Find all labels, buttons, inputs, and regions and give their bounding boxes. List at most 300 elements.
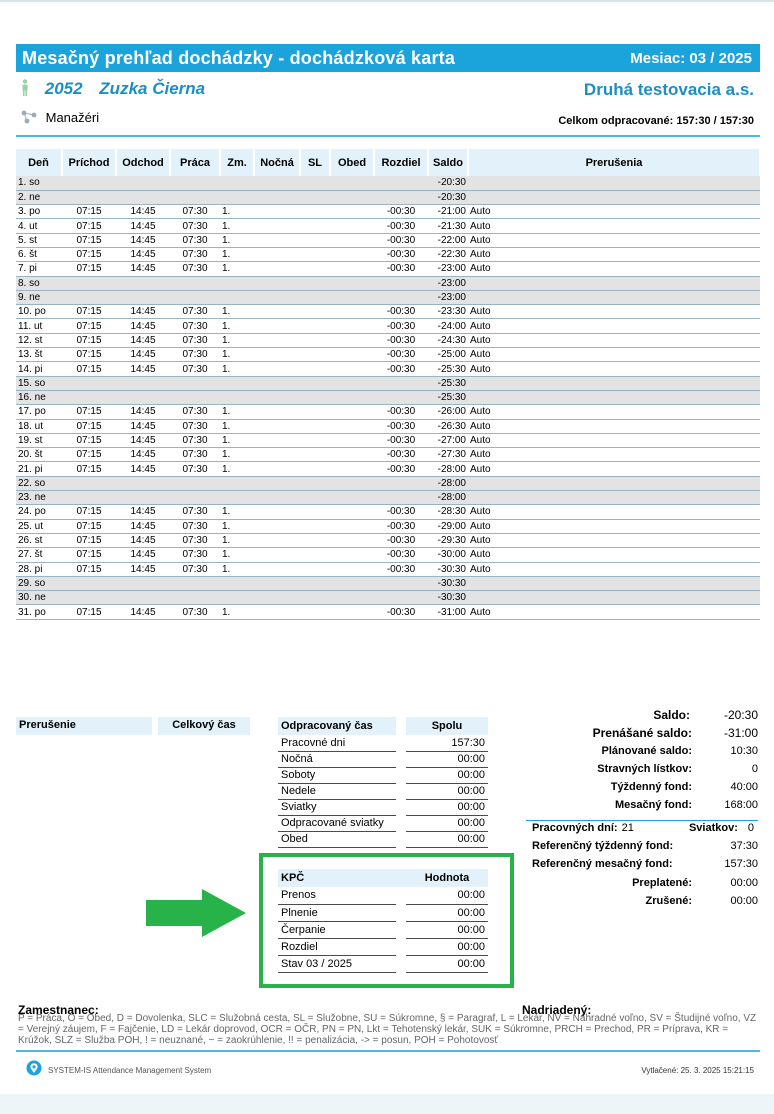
cell-d: 31. po bbox=[16, 605, 62, 619]
cell-shift: 1. bbox=[220, 348, 254, 362]
cell-shift bbox=[220, 176, 254, 190]
cell-note: Auto bbox=[468, 247, 760, 261]
cell-work: 07:30 bbox=[170, 405, 220, 419]
cell-diff: -00:30 bbox=[374, 605, 428, 619]
worked-row-label: Soboty bbox=[278, 767, 396, 783]
total-worked: Celkom odpracované: 157:30 / 157:30 bbox=[558, 115, 754, 127]
carry-value: -31:00 bbox=[723, 726, 758, 741]
cell-in: 07:15 bbox=[62, 462, 116, 476]
cell-out: 14:45 bbox=[116, 605, 170, 619]
kpc-row-value: 00:00 bbox=[406, 904, 488, 921]
cell-saldo: -28:00 bbox=[428, 462, 468, 476]
cell-empty bbox=[254, 219, 300, 233]
cell-shift bbox=[220, 376, 254, 390]
monthly-label: Mesačný fond: bbox=[614, 799, 692, 812]
cell-shift: 1. bbox=[220, 562, 254, 576]
cell-saldo: -22:00 bbox=[428, 233, 468, 247]
cell-empty bbox=[254, 262, 300, 276]
cell-out: 14:45 bbox=[116, 433, 170, 447]
cell-shift bbox=[220, 591, 254, 605]
cell-empty bbox=[330, 290, 374, 304]
cell-empty bbox=[254, 176, 300, 190]
meal-row bbox=[526, 763, 758, 781]
cell-diff: -00:30 bbox=[374, 405, 428, 419]
worked-row-value: 00:00 bbox=[406, 831, 488, 847]
table-row bbox=[16, 305, 760, 319]
table-row bbox=[16, 319, 760, 333]
kpc-row bbox=[278, 921, 488, 938]
ref-weekly-value: 37:30 bbox=[730, 840, 758, 853]
cell-empty bbox=[300, 233, 330, 247]
cell-note: Auto bbox=[468, 262, 760, 276]
cell-out bbox=[116, 176, 170, 190]
cell-note bbox=[468, 376, 760, 390]
table-row bbox=[16, 247, 760, 261]
cell-empty bbox=[300, 333, 330, 347]
system-name: SYSTEM-IS Attendance Management System bbox=[48, 1066, 212, 1075]
cell-work: 07:30 bbox=[170, 533, 220, 547]
table-header-row bbox=[16, 149, 760, 176]
cell-diff: -00:30 bbox=[374, 419, 428, 433]
cell-work: 07:30 bbox=[170, 305, 220, 319]
cell-saldo: -26:00 bbox=[428, 405, 468, 419]
cell-saldo: -30:00 bbox=[428, 548, 468, 562]
cell-shift bbox=[220, 476, 254, 490]
cell-work bbox=[170, 276, 220, 290]
cell-saldo: -27:00 bbox=[428, 433, 468, 447]
cell-empty bbox=[330, 219, 374, 233]
table-row bbox=[16, 491, 760, 505]
cell-note bbox=[468, 576, 760, 590]
cell-saldo: -30:30 bbox=[428, 562, 468, 576]
cell-note bbox=[468, 190, 760, 204]
cell-saldo: -23:00 bbox=[428, 276, 468, 290]
department-line bbox=[20, 110, 99, 125]
top-border bbox=[0, 0, 774, 2]
table-row bbox=[16, 176, 760, 190]
cell-diff: -00:30 bbox=[374, 205, 428, 219]
cancelled-label: Zrušené: bbox=[645, 894, 692, 907]
cell-note bbox=[468, 491, 760, 505]
kpc-row-label: Prenos bbox=[278, 887, 396, 904]
cell-in: 07:15 bbox=[62, 362, 116, 376]
cell-d: 14. pi bbox=[16, 362, 62, 376]
cell-empty bbox=[330, 462, 374, 476]
cell-empty bbox=[300, 576, 330, 590]
cell-in: 07:15 bbox=[62, 562, 116, 576]
cell-d: 18. ut bbox=[16, 419, 62, 433]
cell-empty bbox=[300, 190, 330, 204]
cell-d: 25. ut bbox=[16, 519, 62, 533]
cell-shift: 1. bbox=[220, 262, 254, 276]
worked-row-label: Sviatky bbox=[278, 799, 396, 815]
worked-row bbox=[278, 751, 488, 767]
org-chart-icon bbox=[20, 110, 38, 124]
arrow-right-icon bbox=[146, 889, 246, 937]
cell-shift: 1. bbox=[220, 433, 254, 447]
cell-note bbox=[468, 276, 760, 290]
cell-in: 07:15 bbox=[62, 405, 116, 419]
worked-row bbox=[278, 799, 488, 815]
company-name: Druhá testovacia a.s. bbox=[583, 80, 754, 99]
cell-d: 11. ut bbox=[16, 319, 62, 333]
cell-empty bbox=[330, 305, 374, 319]
cell-out bbox=[116, 576, 170, 590]
cell-note bbox=[468, 591, 760, 605]
cell-d: 30. ne bbox=[16, 591, 62, 605]
month-label: Mesiac: 03 / 2025 bbox=[630, 50, 752, 67]
cell-d: 1. so bbox=[16, 176, 62, 190]
col-header: Príchod bbox=[62, 149, 116, 176]
worked-row-value: 00:00 bbox=[406, 799, 488, 815]
cell-in bbox=[62, 591, 116, 605]
cell-empty bbox=[330, 562, 374, 576]
cell-empty bbox=[300, 390, 330, 404]
cell-empty bbox=[300, 205, 330, 219]
kpc-table bbox=[278, 869, 488, 973]
cell-in bbox=[62, 290, 116, 304]
cell-out bbox=[116, 376, 170, 390]
cell-work: 07:30 bbox=[170, 247, 220, 261]
cell-d: 19. st bbox=[16, 433, 62, 447]
cell-d: 10. po bbox=[16, 305, 62, 319]
kpc-row-value: 00:00 bbox=[406, 938, 488, 955]
cell-saldo: -21:00 bbox=[428, 205, 468, 219]
cell-out: 14:45 bbox=[116, 562, 170, 576]
cell-empty bbox=[254, 591, 300, 605]
cell-note bbox=[468, 476, 760, 490]
cell-empty bbox=[300, 519, 330, 533]
cell-diff: -00:30 bbox=[374, 362, 428, 376]
table-row bbox=[16, 433, 760, 447]
cell-diff bbox=[374, 276, 428, 290]
ref-monthly-value: 157:30 bbox=[724, 858, 758, 871]
cell-empty bbox=[330, 333, 374, 347]
cell-saldo: -25:00 bbox=[428, 348, 468, 362]
cell-in: 07:15 bbox=[62, 233, 116, 247]
cell-saldo: -30:30 bbox=[428, 591, 468, 605]
cell-empty bbox=[300, 433, 330, 447]
table-row bbox=[16, 448, 760, 462]
cell-empty bbox=[300, 319, 330, 333]
worked-row-value: 00:00 bbox=[406, 751, 488, 767]
cell-shift: 1. bbox=[220, 205, 254, 219]
cell-empty bbox=[254, 348, 300, 362]
ref-weekly-label: Referenčný týždenný fond: bbox=[532, 840, 674, 853]
attendance-table bbox=[16, 149, 761, 620]
cell-out: 14:45 bbox=[116, 305, 170, 319]
table-row bbox=[16, 533, 760, 547]
cell-out: 14:45 bbox=[116, 448, 170, 462]
worked-row-value: 157:30 bbox=[406, 735, 488, 751]
cell-diff: -00:30 bbox=[374, 305, 428, 319]
cell-note: Auto bbox=[468, 305, 760, 319]
worked-row-label: Pracovné dni bbox=[278, 735, 396, 751]
cell-empty bbox=[254, 491, 300, 505]
employee-number: 2052 bbox=[44, 79, 83, 98]
cell-saldo: -25:30 bbox=[428, 362, 468, 376]
cell-work bbox=[170, 476, 220, 490]
cell-diff bbox=[374, 591, 428, 605]
cell-empty bbox=[254, 605, 300, 619]
cell-note: Auto bbox=[468, 433, 760, 447]
cell-shift: 1. bbox=[220, 319, 254, 333]
table-row bbox=[16, 576, 760, 590]
cell-empty bbox=[330, 190, 374, 204]
kpc-row-label: Čerpanie bbox=[278, 921, 396, 938]
cell-d: 16. ne bbox=[16, 390, 62, 404]
worked-row-value: 00:00 bbox=[406, 783, 488, 799]
saldo-row bbox=[526, 708, 758, 726]
cell-empty bbox=[330, 591, 374, 605]
cell-saldo: -24:00 bbox=[428, 319, 468, 333]
cell-work bbox=[170, 390, 220, 404]
ref-weekly-row bbox=[526, 840, 758, 858]
cell-d: 2. ne bbox=[16, 190, 62, 204]
col-header: Práca bbox=[170, 149, 220, 176]
table-row bbox=[16, 205, 760, 219]
cell-diff: -00:30 bbox=[374, 448, 428, 462]
title-bar bbox=[16, 44, 760, 72]
col-header: Saldo bbox=[428, 149, 468, 176]
cell-empty bbox=[330, 505, 374, 519]
cell-out: 14:45 bbox=[116, 262, 170, 276]
total-time-header: Celkový čas bbox=[158, 717, 250, 735]
cell-note: Auto bbox=[468, 405, 760, 419]
cell-saldo: -20:30 bbox=[428, 176, 468, 190]
cell-in: 07:15 bbox=[62, 205, 116, 219]
table-row bbox=[16, 605, 760, 619]
employee-name: Zuzka Čierna bbox=[99, 79, 206, 98]
cell-shift bbox=[220, 290, 254, 304]
cell-empty bbox=[330, 176, 374, 190]
cell-empty bbox=[254, 476, 300, 490]
cell-empty bbox=[330, 262, 374, 276]
planned-label: Plánované saldo: bbox=[601, 744, 692, 757]
cell-diff bbox=[374, 390, 428, 404]
table-row bbox=[16, 333, 760, 347]
overpaid-row bbox=[526, 877, 758, 895]
cell-empty bbox=[330, 605, 374, 619]
cell-out: 14:45 bbox=[116, 348, 170, 362]
col-header: Obed bbox=[330, 149, 374, 176]
cell-in: 07:15 bbox=[62, 348, 116, 362]
cell-empty bbox=[300, 591, 330, 605]
cell-empty bbox=[254, 405, 300, 419]
cell-out: 14:45 bbox=[116, 362, 170, 376]
cell-shift: 1. bbox=[220, 247, 254, 261]
overpaid-label: Preplatené: bbox=[632, 876, 692, 889]
worked-row-label: Obed bbox=[278, 831, 396, 847]
cell-shift: 1. bbox=[220, 519, 254, 533]
cell-saldo: -31:00 bbox=[428, 605, 468, 619]
cell-work: 07:30 bbox=[170, 505, 220, 519]
meal-value: 0 bbox=[751, 762, 758, 775]
monthly-row bbox=[526, 799, 758, 817]
cell-out bbox=[116, 476, 170, 490]
cell-empty bbox=[254, 462, 300, 476]
cell-work: 07:30 bbox=[170, 262, 220, 276]
cell-diff: -00:30 bbox=[374, 319, 428, 333]
cell-saldo: -23:30 bbox=[428, 305, 468, 319]
cell-note: Auto bbox=[468, 348, 760, 362]
kpc-row bbox=[278, 887, 488, 904]
cell-diff bbox=[374, 576, 428, 590]
cell-d: 28. pi bbox=[16, 562, 62, 576]
cell-diff: -00:30 bbox=[374, 548, 428, 562]
cell-in: 07:15 bbox=[62, 262, 116, 276]
cell-note bbox=[468, 176, 760, 190]
cell-shift: 1. bbox=[220, 548, 254, 562]
cell-empty bbox=[330, 390, 374, 404]
kpc-row-value: 00:00 bbox=[406, 955, 488, 972]
holidays-label: Sviatkov: bbox=[688, 821, 738, 834]
cell-shift bbox=[220, 390, 254, 404]
cell-in bbox=[62, 376, 116, 390]
cell-note: Auto bbox=[468, 205, 760, 219]
cell-out bbox=[116, 491, 170, 505]
cell-shift: 1. bbox=[220, 419, 254, 433]
cell-diff bbox=[374, 190, 428, 204]
cell-out: 14:45 bbox=[116, 519, 170, 533]
cell-work: 07:30 bbox=[170, 233, 220, 247]
cell-shift: 1. bbox=[220, 405, 254, 419]
cell-saldo: -21:30 bbox=[428, 219, 468, 233]
cell-diff bbox=[374, 491, 428, 505]
cell-empty bbox=[330, 319, 374, 333]
table-row bbox=[16, 476, 760, 490]
cell-in: 07:15 bbox=[62, 219, 116, 233]
cell-empty bbox=[330, 491, 374, 505]
cell-empty bbox=[300, 262, 330, 276]
cell-d: 24. po bbox=[16, 505, 62, 519]
cell-d: 21. pi bbox=[16, 462, 62, 476]
table-row bbox=[16, 405, 760, 419]
cell-in: 07:15 bbox=[62, 247, 116, 261]
cell-in bbox=[62, 390, 116, 404]
cell-empty bbox=[330, 205, 374, 219]
employee-signature-label: Zamestnanec: bbox=[18, 1003, 99, 1017]
cell-in: 07:15 bbox=[62, 319, 116, 333]
table-row bbox=[16, 290, 760, 304]
table-row bbox=[16, 562, 760, 576]
cell-empty bbox=[300, 405, 330, 419]
cell-empty bbox=[330, 276, 374, 290]
kpc-value-header: Hodnota bbox=[406, 869, 488, 887]
cell-out: 14:45 bbox=[116, 533, 170, 547]
cancelled-row bbox=[526, 895, 758, 913]
weekly-value: 40:00 bbox=[730, 781, 758, 794]
worked-time-table bbox=[278, 717, 488, 848]
cell-in bbox=[62, 576, 116, 590]
employee-line bbox=[20, 79, 205, 99]
cell-in: 07:15 bbox=[62, 419, 116, 433]
cell-empty bbox=[254, 448, 300, 462]
cell-empty bbox=[300, 419, 330, 433]
cell-shift: 1. bbox=[220, 533, 254, 547]
cell-empty bbox=[254, 419, 300, 433]
cell-out: 14:45 bbox=[116, 548, 170, 562]
saldo-value: -20:30 bbox=[723, 708, 758, 722]
worked-header-row bbox=[278, 717, 488, 735]
person-icon bbox=[20, 79, 30, 96]
cell-shift: 1. bbox=[220, 333, 254, 347]
cell-diff bbox=[374, 476, 428, 490]
cell-saldo: -30:30 bbox=[428, 576, 468, 590]
cell-work: 07:30 bbox=[170, 448, 220, 462]
worked-row-value: 00:00 bbox=[406, 767, 488, 783]
cell-out: 14:45 bbox=[116, 419, 170, 433]
kpc-row bbox=[278, 938, 488, 955]
table-row bbox=[16, 390, 760, 404]
kpc-row-label: Stav 03 / 2025 bbox=[278, 955, 396, 972]
cell-saldo: -29:30 bbox=[428, 533, 468, 547]
cell-d: 17. po bbox=[16, 405, 62, 419]
carry-row bbox=[526, 726, 758, 744]
kpc-header: KPČ bbox=[278, 869, 396, 887]
cell-d: 13. št bbox=[16, 348, 62, 362]
cell-empty bbox=[330, 348, 374, 362]
cell-diff: -00:30 bbox=[374, 505, 428, 519]
cell-empty bbox=[254, 376, 300, 390]
cell-in: 07:15 bbox=[62, 333, 116, 347]
cell-note: Auto bbox=[468, 319, 760, 333]
table-row bbox=[16, 519, 760, 533]
cell-empty bbox=[330, 476, 374, 490]
cell-d: 23. ne bbox=[16, 491, 62, 505]
cell-diff: -00:30 bbox=[374, 262, 428, 276]
header-divider bbox=[16, 135, 760, 137]
cell-saldo: -25:30 bbox=[428, 376, 468, 390]
col-header: SL bbox=[300, 149, 330, 176]
col-header: Prerušenia bbox=[468, 149, 760, 176]
cell-empty bbox=[300, 605, 330, 619]
cell-in bbox=[62, 476, 116, 490]
cell-in: 07:15 bbox=[62, 505, 116, 519]
table-row bbox=[16, 591, 760, 605]
worked-row bbox=[278, 735, 488, 751]
cell-empty bbox=[254, 519, 300, 533]
cell-note: Auto bbox=[468, 448, 760, 462]
col-header: Deň bbox=[16, 149, 62, 176]
cell-saldo: -28:30 bbox=[428, 505, 468, 519]
balance-panel bbox=[526, 708, 758, 913]
weekly-label: Týždenný fond: bbox=[610, 781, 692, 794]
cell-note: Auto bbox=[468, 219, 760, 233]
cell-work: 07:30 bbox=[170, 462, 220, 476]
cell-shift: 1. bbox=[220, 305, 254, 319]
cell-in: 07:15 bbox=[62, 605, 116, 619]
workdays-value: 21 bbox=[621, 821, 634, 834]
cell-d: 26. st bbox=[16, 533, 62, 547]
cell-d: 15. so bbox=[16, 376, 62, 390]
cell-diff: -00:30 bbox=[374, 233, 428, 247]
worked-row-value: 00:00 bbox=[406, 815, 488, 831]
cell-work: 07:30 bbox=[170, 562, 220, 576]
overpaid-value: 00:00 bbox=[730, 876, 758, 889]
kpc-header-row bbox=[278, 869, 488, 887]
cell-in: 07:15 bbox=[62, 448, 116, 462]
cell-work: 07:30 bbox=[170, 433, 220, 447]
supervisor-signature-label: Nadriadený: bbox=[522, 1003, 592, 1017]
worked-time-body bbox=[278, 735, 488, 847]
cell-diff: -00:30 bbox=[374, 562, 428, 576]
cell-diff: -00:30 bbox=[374, 519, 428, 533]
cell-out: 14:45 bbox=[116, 219, 170, 233]
cell-note: Auto bbox=[468, 233, 760, 247]
table-row bbox=[16, 376, 760, 390]
cell-work: 07:30 bbox=[170, 548, 220, 562]
